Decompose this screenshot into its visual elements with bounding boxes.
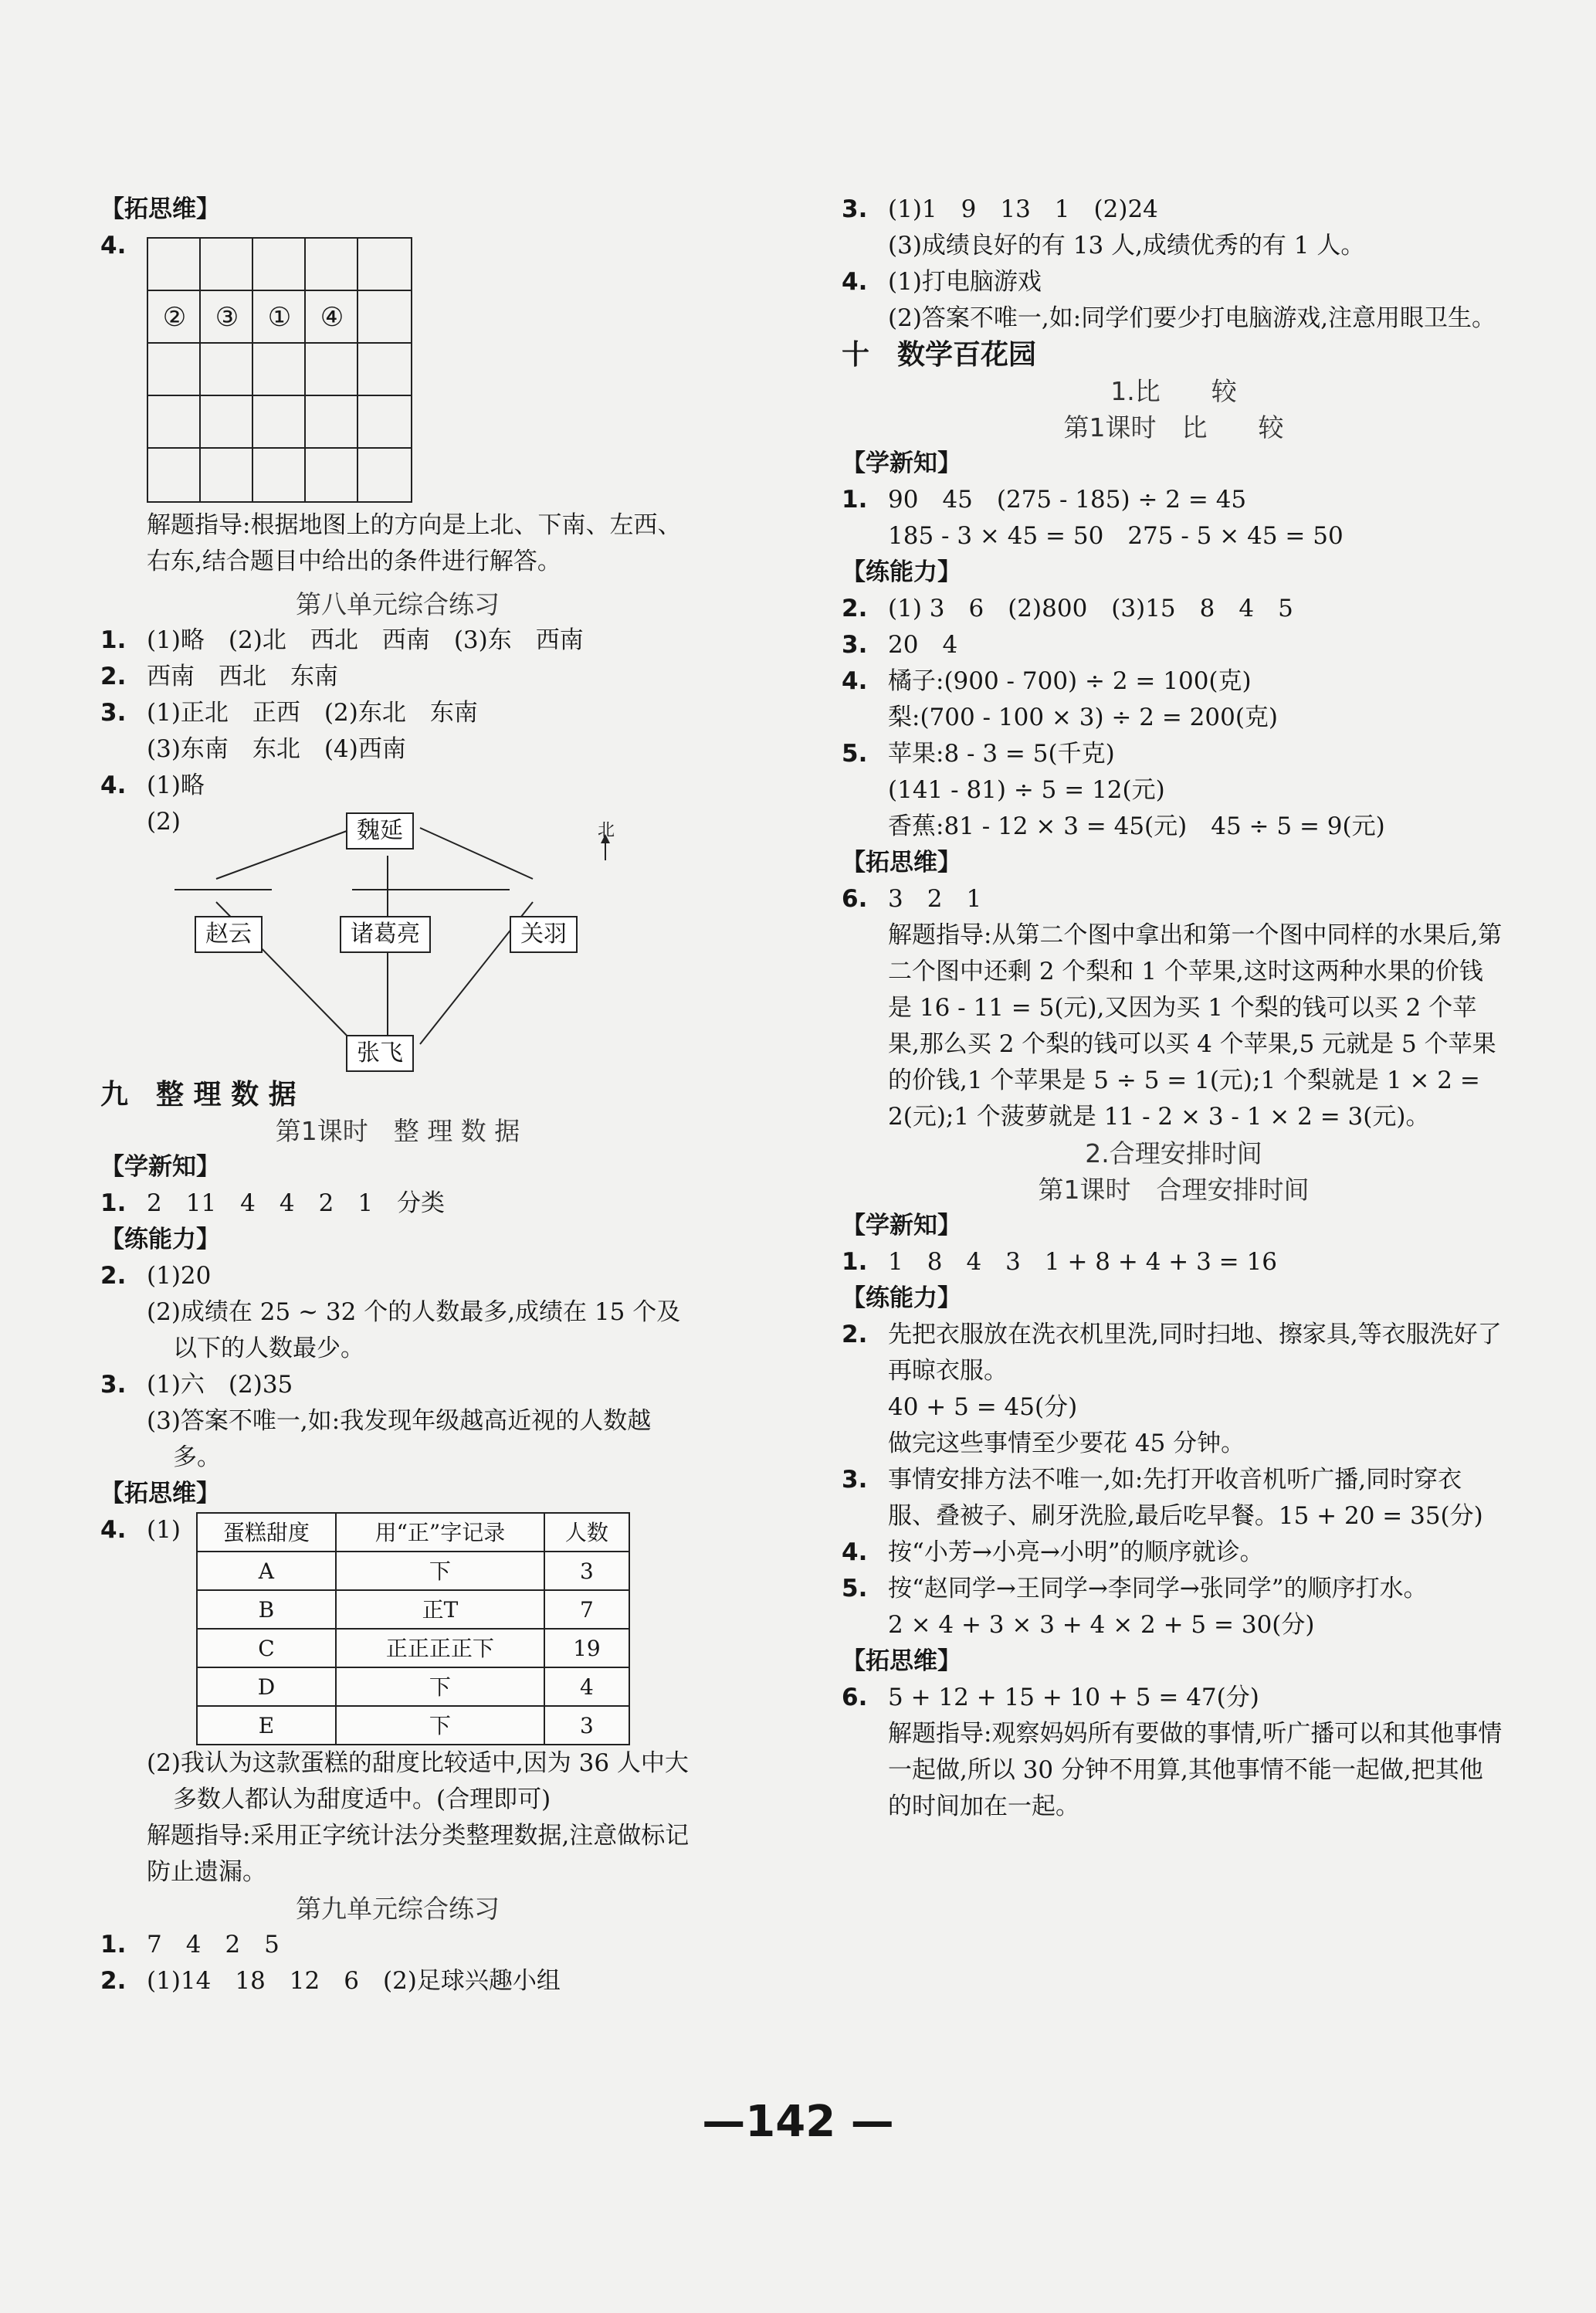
section-tag: 【学新知】 (100, 1153, 220, 1181)
table-cell: 3 (544, 1706, 629, 1745)
answer-text: (1)略 (2)北 西北 西南 (3)东 西南 (147, 626, 584, 654)
section-title: 2.合理安排时间 (1085, 1138, 1262, 1168)
table-row (197, 1667, 629, 1706)
lesson-title: 第1课时 比 较 (1063, 412, 1284, 443)
table-cell: E (197, 1706, 336, 1745)
question-number: 1. (100, 1189, 127, 1217)
question-number: 2. (100, 1967, 127, 1995)
question-number: 4. (100, 772, 127, 799)
solution-hint: 解题指导:采用正字统计法分类整理数据,注意做标记防止遗漏。 (147, 1822, 690, 1886)
map-node-top: 魏延 (346, 812, 414, 850)
unit-review-title: 第八单元综合练习 (296, 589, 500, 619)
section-tag: 【学新知】 (842, 1212, 961, 1240)
answer-text: (1)打电脑游戏 (888, 268, 1042, 296)
grid-cell: ② (162, 301, 187, 333)
answer-text: 做完这些事情至少要花 45 分钟。 (888, 1430, 1245, 1457)
unit-review-title: 第九单元综合练习 (296, 1894, 500, 1924)
solution-hint: 解题指导:从第二个图中拿出和第一个图中同样的水果后,第二个图中还剩 2 个梨和 1 个苹果,这时这两种水果的价钱是 16 - 11 = 5(元),又因为买 1 个梨的钱可以买 2 个苹果,那么买 2 个梨的钱可以买 4 个苹果,5 元就是 5 个苹果的价钱,1 个苹果是 5 ÷ 5 = 1(元);1 个梨就是 1 × 2 = 2(元);1 个菠萝就是 11 - 2 × 3 - 1 × 2 = 3(元)。 (888, 921, 1503, 1131)
grid-cell: ④ (320, 301, 344, 333)
question-number: 3. (842, 195, 868, 223)
answer-text: 20 4 (888, 631, 958, 659)
question-number: 1. (100, 1931, 127, 1959)
grid-cell: ① (267, 301, 292, 333)
page-number: —142 — (702, 2097, 894, 2147)
unit-title: 九 整 理 数 据 (100, 1079, 296, 1111)
right-column (842, 192, 1506, 1825)
table-row (197, 1629, 629, 1667)
table-row (197, 1590, 629, 1629)
question-number: 4. (100, 1516, 127, 1544)
question-number: 3. (100, 699, 127, 727)
unit-title: 十 数学百花园 (842, 339, 1037, 371)
answer-text: 7 4 2 5 (147, 1931, 280, 1959)
answer-text: (3)成绩良好的有 13 人,成绩优秀的有 1 人。 (888, 232, 1365, 259)
lesson-title: 第1课时 合理安排时间 (1038, 1175, 1310, 1205)
answer-text: (2)答案不唯一,如:同学们要少打电脑游戏,注意用眼卫生。 (888, 304, 1496, 332)
section-tag: 【拓思维】 (100, 1480, 220, 1508)
answer-text: (3)答案不唯一,如:我发现年级越高近视的人数越多。 (147, 1407, 652, 1471)
answer-text: 185 - 3 × 45 = 50 275 - 5 × 45 = 50 (888, 522, 1344, 550)
answer-text: 按“赵同学→王同学→李同学→张同学”的顺序打水。 (888, 1575, 1428, 1602)
table-cell: C (197, 1629, 336, 1667)
answer-text: 90 45 (275 - 185) ÷ 2 = 45 (888, 486, 1247, 514)
answer-text: 2 × 4 + 3 × 3 + 4 × 2 + 5 = 30(分) (888, 1611, 1315, 1639)
answer-text: 2 11 4 4 2 1 分类 (147, 1189, 446, 1217)
section-tag: 【练能力】 (100, 1226, 220, 1253)
answer-text: (1)六 (2)35 (147, 1371, 293, 1399)
answer-text: (1)略 (147, 772, 205, 799)
answer-text: (141 - 81) ÷ 5 = 12(元) (888, 776, 1165, 804)
section-title: 1.比 较 (1110, 376, 1237, 406)
direction-grid (147, 237, 412, 503)
table-cell: B (197, 1590, 336, 1629)
question-number: 4. (842, 1538, 868, 1566)
question-number: 4. (842, 667, 868, 695)
answer-text: 苹果:8 - 3 = 5(千克) (888, 740, 1115, 768)
question-number: 2. (100, 1262, 127, 1290)
table-cell: 19 (544, 1629, 629, 1667)
question-4-table-row (100, 1512, 695, 1745)
question-number: 1. (842, 1248, 868, 1276)
section-tag: 【拓思维】 (100, 195, 220, 223)
question-number: 6. (842, 885, 868, 913)
table-row (197, 1706, 629, 1745)
solution-hint: 解题指导:根据地图上的方向是上北、下南、左西、右东,结合题目中给出的条件进行解答。 (147, 511, 682, 575)
table-cell: 下 (336, 1706, 544, 1745)
answer-text: (2)成绩在 25 ~ 32 个的人数最多,成绩在 15 个及以下的人数最少。 (147, 1298, 681, 1362)
answer-text: 1 8 4 3 1 + 8 + 4 + 3 = 16 (888, 1248, 1277, 1276)
answer-text: (1)20 (147, 1262, 212, 1290)
map-node-left: 赵云 (195, 916, 263, 953)
table-header: 用“正”字记录 (336, 1513, 544, 1552)
map-node-bottom: 张飞 (346, 1035, 414, 1072)
answer-text: 西南 西北 东南 (147, 663, 338, 690)
question-number: 2. (100, 663, 127, 690)
table-header: 人数 (544, 1513, 629, 1552)
map-node-center: 诸葛亮 (340, 916, 431, 953)
character-map-diagram (100, 812, 656, 1075)
section-tag: 【拓思维】 (842, 1647, 961, 1675)
question-number: 2. (842, 595, 868, 622)
answer-text: 事情安排方法不唯一,如:先打开收音机听广播,同时穿衣服、叠被子、刷牙洗脸,最后吃早餐。15 + 20 = 35(分) (888, 1466, 1483, 1530)
section-tag: 【练能力】 (842, 558, 961, 586)
question-number: 3. (100, 1371, 127, 1399)
map-node-right: 关羽 (510, 916, 578, 953)
answer-text: 按“小芳→小亮→小明”的顺序就诊。 (888, 1538, 1264, 1566)
question-number: 4. (842, 268, 868, 296)
table-header: 蛋糕甜度 (197, 1513, 336, 1552)
table-cell: 下 (336, 1552, 544, 1590)
table-cell: A (197, 1552, 336, 1590)
question-number: 2. (842, 1321, 868, 1348)
table-cell: 正T (336, 1590, 544, 1629)
table-header-row (197, 1513, 629, 1552)
north-label: 北 (598, 821, 615, 840)
table-cell: 3 (544, 1552, 629, 1590)
answer-text: (2) (147, 808, 181, 836)
question-number: 4. (100, 232, 127, 259)
answer-text: 40 + 5 = 45(分) (888, 1393, 1078, 1421)
answer-text: (2)我认为这款蛋糕的甜度比较适中,因为 36 人中大多数人都认为甜度适中。(合理即可) (147, 1749, 689, 1813)
answer-text: (1) 3 6 (2)800 (3)15 8 4 5 (888, 595, 1293, 622)
question-number: 3. (842, 1466, 868, 1494)
answer-text: 5 + 12 + 15 + 10 + 5 = 47(分) (888, 1684, 1259, 1711)
question-4-grid (100, 228, 695, 503)
question-number: 1. (842, 486, 868, 514)
tally-table (196, 1512, 630, 1745)
question-number: 6. (842, 1684, 868, 1711)
answer-text: 梨:(700 - 100 × 3) ÷ 2 = 200(克) (888, 704, 1279, 731)
table-cell: D (197, 1667, 336, 1706)
table-cell: 7 (544, 1590, 629, 1629)
answer-text: (1)1 9 13 1 (2)24 (888, 195, 1158, 223)
table-cell: 下 (336, 1667, 544, 1706)
answer-text: 香蕉:81 - 12 × 3 = 45(元) 45 ÷ 5 = 9(元) (888, 812, 1385, 840)
answer-text: 3 2 1 (888, 885, 982, 913)
answer-text: 橘子:(900 - 700) ÷ 2 = 100(克) (888, 667, 1252, 695)
answer-text: (3)东南 东北 (4)西南 (147, 735, 406, 763)
table-cell: 正正正正下 (336, 1629, 544, 1667)
grid-cell: ③ (215, 301, 239, 333)
answer-text: (1)正北 正西 (2)东北 东南 (147, 699, 478, 727)
question-number: 5. (842, 1575, 868, 1602)
table-row (197, 1552, 629, 1590)
section-tag: 【练能力】 (842, 1284, 961, 1312)
question-number: 1. (100, 626, 127, 654)
left-column (100, 192, 695, 1999)
table-cell: 4 (544, 1667, 629, 1706)
question-number: 3. (842, 631, 868, 659)
section-tag: 【拓思维】 (842, 849, 961, 877)
section-tag: 【学新知】 (842, 449, 961, 477)
question-number: 5. (842, 740, 868, 768)
solution-hint: 解题指导:观察妈妈所有要做的事情,听广播可以和其他事情一起做,所以 30 分钟不用算,其他事情不能一起做,把其他的时间加在一起。 (888, 1720, 1503, 1820)
answer-text: (1)14 18 12 6 (2)足球兴趣小组 (147, 1967, 561, 1995)
answer-text: (1) (147, 1516, 181, 1544)
lesson-title: 第1课时 整 理 数 据 (275, 1116, 520, 1146)
answer-text: 先把衣服放在洗衣机里洗,同时扫地、擦家具,等衣服洗好了再晾衣服。 (888, 1321, 1502, 1385)
